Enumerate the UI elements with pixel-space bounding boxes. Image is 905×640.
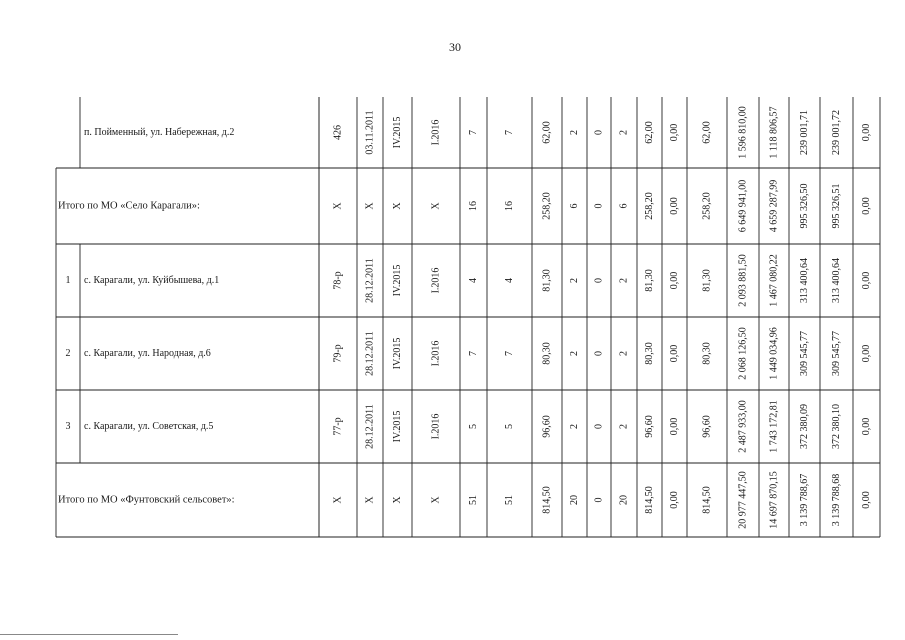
data-cell: I.2016 bbox=[430, 119, 442, 146]
data-cell: 2 bbox=[568, 424, 580, 429]
data-cell: 6 bbox=[618, 203, 630, 209]
data-cell: 20 bbox=[568, 495, 580, 505]
data-cell: 0 bbox=[593, 351, 605, 356]
data-cell: 1 743 172,81 bbox=[768, 400, 780, 453]
data-cell: 0,00 bbox=[860, 197, 872, 215]
data-cell: 77-р bbox=[332, 417, 344, 436]
data-cell: 309 545,77 bbox=[830, 331, 842, 376]
data-cell: 5 bbox=[467, 424, 479, 429]
row-number: 3 bbox=[65, 420, 71, 432]
data-cell: 309 545,77 bbox=[798, 331, 810, 376]
data-cell: 62,00 bbox=[643, 121, 655, 144]
data-cell: 4 bbox=[503, 278, 515, 283]
data-cell: 3 139 788,67 bbox=[798, 473, 810, 527]
data-cell: 0 bbox=[593, 203, 605, 209]
data-cell: 81,30 bbox=[541, 269, 553, 292]
page-number: 30 bbox=[449, 40, 461, 54]
data-cell: 7 bbox=[467, 351, 479, 356]
data-cell: 814,50 bbox=[701, 486, 713, 514]
data-cell: 0,00 bbox=[668, 491, 680, 509]
data-cell: 313 400,64 bbox=[798, 258, 810, 303]
data-cell: 96,60 bbox=[541, 415, 553, 438]
data-cell: 0,00 bbox=[668, 344, 680, 363]
data-cell: 7 bbox=[503, 130, 515, 135]
total-label: Итого по МО «Село Карагали»: bbox=[58, 200, 200, 212]
data-cell: X bbox=[332, 496, 344, 504]
data-cell: IV.2015 bbox=[391, 116, 403, 149]
data-cell: 80,30 bbox=[701, 342, 713, 365]
data-cell: 62,00 bbox=[541, 121, 553, 144]
data-cell: 372 380,10 bbox=[830, 404, 842, 449]
data-cell: X bbox=[391, 496, 403, 504]
data-cell: 1 467 080,22 bbox=[768, 254, 780, 307]
data-cell: 1 118 806,57 bbox=[768, 106, 780, 159]
data-cell: 0,00 bbox=[668, 123, 680, 142]
data-cell: 313 400,64 bbox=[830, 258, 842, 303]
total-label: Итого по МО «Фунтовский сельсовет»: bbox=[58, 494, 235, 506]
data-cell: 2 bbox=[568, 278, 580, 283]
data-cell: 96,60 bbox=[643, 415, 655, 438]
data-cell: 0,00 bbox=[668, 417, 680, 436]
data-cell: 258,20 bbox=[643, 192, 655, 220]
data-cell: X bbox=[391, 202, 403, 210]
data-cell: I.2016 bbox=[430, 267, 442, 294]
data-cell: 0 bbox=[593, 424, 605, 429]
data-cell: 2 bbox=[568, 351, 580, 356]
data-cell: 62,00 bbox=[701, 121, 713, 144]
data-cell: IV.2015 bbox=[391, 264, 403, 297]
data-cell: 1 596 810,00 bbox=[737, 106, 749, 159]
data-cell: 0 bbox=[593, 278, 605, 283]
data-cell: 81,30 bbox=[701, 269, 713, 292]
data-cell: 239 001,72 bbox=[830, 110, 842, 155]
data-cell: 258,20 bbox=[701, 192, 713, 220]
data-cell: 2 bbox=[618, 351, 630, 356]
data-cell: 814,50 bbox=[643, 486, 655, 514]
data-cell: 7 bbox=[503, 351, 515, 356]
address-cell: с. Карагали, ул. Куйбышева, д.1 bbox=[84, 274, 220, 286]
data-cell: X bbox=[332, 202, 344, 210]
data-cell: 2 bbox=[568, 130, 580, 135]
data-cell: 16 bbox=[467, 201, 479, 211]
data-cell: 0,00 bbox=[860, 123, 872, 142]
data-cell: 78-р bbox=[332, 271, 344, 290]
data-cell: 2 093 881,50 bbox=[737, 254, 749, 307]
data-cell: 0,00 bbox=[860, 491, 872, 509]
row-number: 1 bbox=[65, 274, 71, 286]
bottom-rule bbox=[0, 634, 178, 635]
data-cell: 0,00 bbox=[668, 271, 680, 290]
data-cell: 0 bbox=[593, 130, 605, 135]
data-cell: 814,50 bbox=[541, 486, 553, 514]
data-cell: 258,20 bbox=[541, 192, 553, 220]
data-cell: 28.12.2011 bbox=[364, 258, 376, 303]
data-cell: 0,00 bbox=[860, 271, 872, 290]
data-cell: 20 977 447,50 bbox=[737, 471, 749, 529]
address-cell: п. Пойменный, ул. Набережная, д.2 bbox=[84, 126, 235, 138]
data-cell: 1 449 034,96 bbox=[768, 327, 780, 380]
data-cell: X bbox=[430, 202, 442, 210]
data-cell: 0,00 bbox=[860, 344, 872, 363]
data-cell: 426 bbox=[332, 125, 344, 140]
data-cell: 28.12.2011 bbox=[364, 404, 376, 449]
data-cell: 0,00 bbox=[860, 417, 872, 436]
data-cell: 2 068 126,50 bbox=[737, 327, 749, 380]
data-cell: 81,30 bbox=[643, 269, 655, 292]
address-cell: с. Карагали, ул. Советская, д.5 bbox=[84, 420, 214, 432]
data-cell: 2 bbox=[618, 424, 630, 429]
data-cell: 239 001,71 bbox=[798, 110, 810, 155]
data-cell: 6 bbox=[568, 203, 580, 209]
data-cell: 2 487 933,00 bbox=[737, 400, 749, 453]
data-cell: 14 697 870,15 bbox=[768, 471, 780, 529]
data-cell: 372 380,09 bbox=[798, 404, 810, 449]
data-cell: 96,60 bbox=[701, 415, 713, 438]
data-cell: 16 bbox=[503, 201, 515, 211]
data-cell: 03.11.2011 bbox=[364, 110, 376, 155]
data-cell: 80,30 bbox=[643, 342, 655, 365]
data-cell: 3 139 788,68 bbox=[830, 473, 842, 527]
data-cell: 6 649 941,00 bbox=[737, 179, 749, 233]
data-cell: 51 bbox=[503, 495, 515, 505]
data-cell: X bbox=[364, 202, 376, 210]
data-cell: 20 bbox=[618, 495, 630, 505]
data-cell: X bbox=[364, 496, 376, 504]
data-cell: IV.2015 bbox=[391, 410, 403, 443]
data-cell: IV.2015 bbox=[391, 337, 403, 370]
row-number: 2 bbox=[65, 347, 71, 359]
data-cell: 0 bbox=[593, 497, 605, 503]
data-cell: I.2016 bbox=[430, 413, 442, 440]
data-cell: 5 bbox=[503, 424, 515, 429]
data-cell: X bbox=[430, 496, 442, 504]
data-cell: 2 bbox=[618, 130, 630, 135]
data-cell: 0,00 bbox=[668, 197, 680, 215]
data-cell: 4 bbox=[467, 278, 479, 283]
data-cell: 4 659 287,99 bbox=[768, 179, 780, 233]
data-cell: I.2016 bbox=[430, 340, 442, 367]
data-cell: 2 bbox=[618, 278, 630, 283]
data-cell: 51 bbox=[467, 495, 479, 505]
data-cell: 79-р bbox=[332, 344, 344, 363]
data-cell: 995 326,50 bbox=[798, 183, 810, 229]
data-cell: 80,30 bbox=[541, 342, 553, 365]
data-cell: 28.12.2011 bbox=[364, 331, 376, 376]
data-cell: 995 326,51 bbox=[830, 183, 842, 229]
data-cell: 7 bbox=[467, 130, 479, 135]
address-cell: с. Карагали, ул. Народная, д.6 bbox=[84, 347, 211, 359]
